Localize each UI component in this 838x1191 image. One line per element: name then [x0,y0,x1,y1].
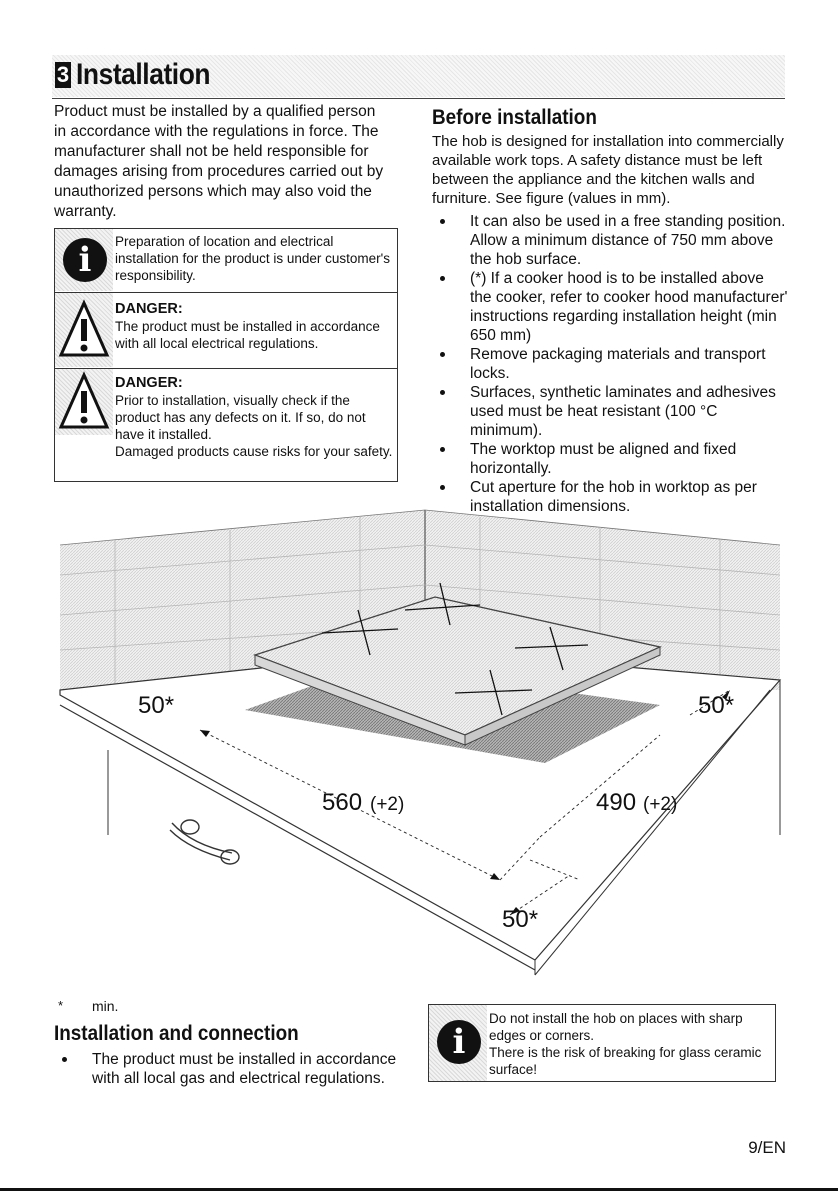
notice-text: Preparation of location and electrical installation for the product is under customer's responsibility. [115,234,390,283]
footnote-text: min. [92,998,119,1014]
notice-info-row [55,229,397,291]
label-depth: 490 [596,789,637,816]
list-item: Surfaces, synthetic laminates and adhesives used must be heat resistant (100 °C minimum). [432,383,788,440]
installation-connection-heading: Installation and connection [54,1022,299,1045]
section-title: Installation [76,58,211,91]
list-item: (*) If a cooker hood is to be installed above the cooker, refer to cooker hood manufacturer' instructions regarding installation height (min 650 mm) [432,269,788,345]
notice-danger-content [115,375,393,460]
section-number: 3 [56,62,70,87]
notice-danger-row [55,369,397,481]
drawer-handle-icon [170,820,239,864]
before-installation-list [432,212,788,516]
list-item: Cut aperture for the hob in worktop as per installation dimensions. [432,478,788,516]
list-item: It can also be used in a free standing position. Allow a minimum distance of 750 mm above the hob surface. [432,212,788,269]
notice-content [489,1010,771,1078]
installation-figure [40,505,800,980]
list-item: The product must be installed in accordance with all local gas and electrical regulations. [54,1050,414,1088]
warning-icon [55,369,113,435]
intro-paragraph: Product must be installed by a qualified person in accordance with the regulations in force. The manufacturer shall not be held responsible for damages arising from procedures carried out by unauthorized persons which may also void the warranty. [54,103,384,220]
connection-list [54,1050,414,1088]
notice-danger-row [55,293,397,367]
notice-text-secondary: There is the risk of breaking for glass ceramic surface! [489,1045,762,1077]
warning-icon [55,293,113,367]
page-number: 9/EN [748,1138,786,1157]
safety-notice-box [54,228,398,482]
danger-heading: DANGER: [115,301,183,317]
info-icon: i [63,238,107,282]
header-rule [52,98,785,99]
label-width: 560 [322,789,363,816]
notice-text: Prior to installation, visually check if the product has any defects on it. If so, do not have it installed. [115,393,366,442]
info-icon-panel [55,229,113,291]
notice-danger-content [115,301,393,352]
list-item: The worktop must be aligned and fixed horizontally. [432,440,788,478]
warning-icon-panel [55,369,113,435]
list-item: Remove packaging materials and transport locks. [432,345,788,383]
notice-text-secondary: Damaged products cause risks for your safety. [115,444,393,459]
warning-icon-panel [55,293,113,367]
label-depth-tolerance: (+2) [643,794,678,815]
before-installation-heading: Before installation [432,106,597,129]
notice-text: The product must be installed in accordance with all local electrical regulations. [115,319,380,351]
footnote-marker: * [58,998,64,1013]
info-icon: i [437,1020,481,1064]
glass-ceramic-notice-box [428,1004,776,1082]
label-left-clearance: 50* [138,692,175,719]
notice-text: Do not install the hob on places with sharp edges or corners. [489,1011,743,1043]
info-icon-panel [429,1005,487,1081]
label-front-clearance: 50* [502,906,539,933]
label-width-tolerance: (+2) [370,794,405,815]
before-installation-paragraph: The hob is designed for installation into commercially available work tops. A safety distance must be left between the appliance and the kitchen walls and furniture. See figure (values in mm). [432,133,784,207]
label-right-clearance: 50* [698,692,735,719]
danger-heading: DANGER: [115,375,183,391]
